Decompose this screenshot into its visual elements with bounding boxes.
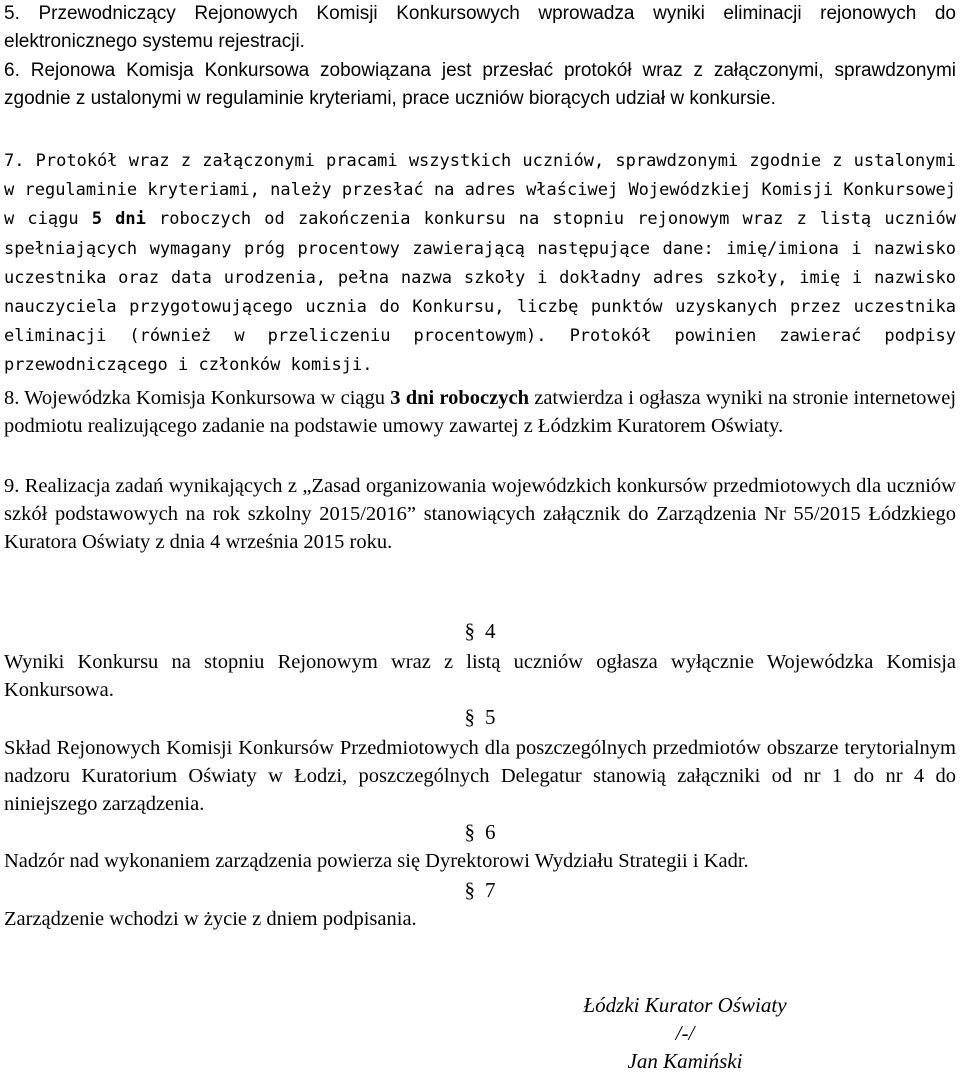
section-5-text: Skład Rejonowych Komisji Konkursów Przedmiotowych dla poszczególnych przedmiotów obszarze terytorialnym nadzoru Kuratorium Oświaty w Łodzi, poszczególnych Delegatur stanowią załączniki od nr 1 do nr 4 do niniejszego zarządzenia. [4,737,956,816]
section-symbol: § [464,878,475,902]
signature-name: Jan Kamiński [627,1049,743,1073]
section-6-heading [0,819,960,845]
paragraph-8-text-a: 8. Wojewódzka Komisja Konkursowa w ciągu [4,387,391,409]
paragraph-7 [4,146,956,380]
section-symbol: § [464,619,475,643]
section-5-heading [0,704,960,730]
section-4-text: Wyniki Konkursu na stopniu Rejonowym wraz z listą uczniów ogłasza wyłącznie Wojewódzka Komisja Konkursowa. [4,651,956,702]
paragraph-6: 6. Rejonowa Komisja Konkursowa zobowiązana jest przesłać protokół wraz z załączonymi, sprawdzonymi zgodnie z ustalonymi w regulaminie kryteriami, prace uczniów biorących udział w konkursie. [4,60,956,110]
section-7-heading [0,877,960,903]
section-4-heading [0,618,960,644]
section-number: 5 [485,705,496,729]
paragraph-7-text-b: roboczych od zakończenia konkursu na stopniu rejonowym wraz z listą uczniów spełniających wymagany próg procentowy zawierającą następujące dane: imię/imiona i nazwisko uczestnika oraz data urodzenia, pełna nazwa szkoły i dokładny adres szkoły, imię i nazwisko nauczyciela przygotowującego ucznia do Konkursu, liczbę punktów uzyskanych przez uczestnika eliminacji (również w przeliczeniu procentowym). Protokół powinien zawierać podpisy przewodniczącego i członków komisji. [4,209,956,376]
signature-mark: /-/ [675,1021,695,1045]
section-7-text: Zarządzenie wchodzi w życie z dniem podpisania. [4,908,417,930]
section-6-text: Nadzór nad wykonaniem zarządzenia powierza się Dyrektorowi Wydziału Strategii i Kadr. [4,850,749,872]
paragraph-7-bold: 5 dni [91,209,146,230]
paragraph-8 [4,384,956,440]
paragraph-8-bold: 3 dni roboczych [390,387,530,409]
section-symbol: § [464,705,475,729]
signature-title: Łódzki Kurator Oświaty [583,993,787,1017]
section-symbol: § [464,820,475,844]
section-number: 7 [485,878,496,902]
section-number: 4 [485,619,496,643]
paragraph-5: 5. Przewodniczący Rejonowych Komisji Konkursowych wprowadza wyniki eliminacji rejonowych do elektronicznego systemu rejestracji. [4,3,956,53]
paragraph-7-text-a: 7. Protokół wraz z załączonymi pracami wszystkich uczniów, sprawdzonymi zgodnie z ustalonymi w regulaminie kryteriami, należy przesłać na adres właściwej Wojewódzkiej Komisji Konkursowej w ciągu [4,151,956,230]
paragraph-8-text-b: zatwierdza i ogłasza wyniki na stronie internetowej podmiotu realizującego zadanie na podstawie umowy zawartej z Łódzkim Kuratorem Oświaty. [4,387,957,438]
paragraph-9: 9. Realizacja zadań wynikających z „Zasad organizowania wojewódzkich konkursów przedmiotowych dla uczniów szkół podstawowych na rok szkolny 2015/2016” stanowiących załącznik do Zarządzenia Nr 55/2015 Łódzkiego Kuratora Oświaty z dnia 4 września 2015 roku. [4,475,956,554]
section-number: 6 [485,820,496,844]
